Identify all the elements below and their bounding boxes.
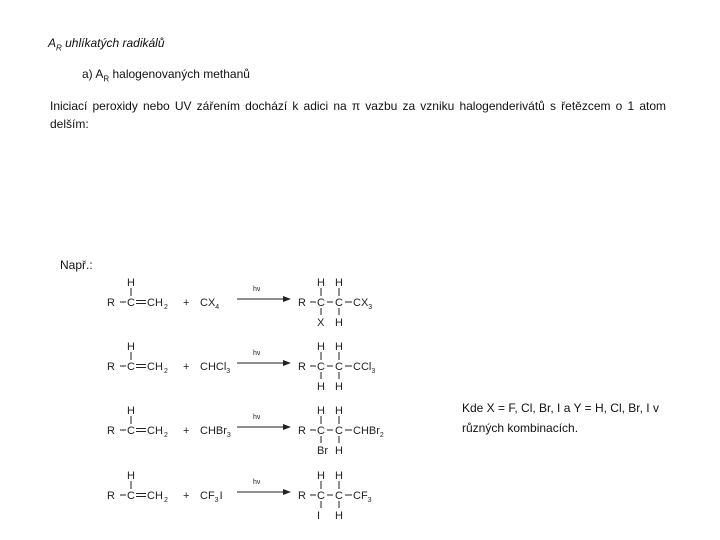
product-carbon2-label: C <box>335 297 343 309</box>
product-end-subscript: 3 <box>371 368 376 375</box>
arrow-hv-label: hν <box>253 350 261 357</box>
product-end-group: CHBr <box>353 425 380 437</box>
product-carbon1-label: C <box>317 490 325 502</box>
reactant-carbon-label: C <box>127 297 135 309</box>
product-c2-bottom-label: H <box>335 510 343 522</box>
product-c2-top-h: H <box>335 341 343 353</box>
product-carbon1-label: C <box>317 361 325 373</box>
reactant-subscript-label: 2 <box>164 497 168 504</box>
reagent-subscript: 3 <box>214 497 219 504</box>
reactant-subscript-label: 2 <box>164 304 168 311</box>
product-carbon2-label: C <box>335 361 343 373</box>
product-c1-top-h: H <box>317 405 325 417</box>
arrow-hv-label: hν <box>253 286 261 293</box>
reagent-formula: CX <box>200 297 216 309</box>
reactant-h-label: H <box>127 277 135 289</box>
subsection-heading: a) $A_R$ halogenovaných methanů <box>82 67 250 84</box>
reagent-formula: CHBr <box>200 425 227 437</box>
reactant-r-label: R <box>107 297 115 309</box>
product-c1-bottom-label: H <box>317 381 325 393</box>
intro-paragraph: Iniciací peroxidy nebo UV zářením dochází k adici na π vazbu za vzniku halogenderivátů s řetězcem o 1 atom delším: <box>50 99 666 131</box>
arrow-hv-label: hν <box>253 479 261 486</box>
reactant-carbon-label: C <box>127 425 135 437</box>
arrow-hv-label: hν <box>253 414 261 421</box>
product-c2-top-h: H <box>335 277 343 289</box>
product-c2-top-h: H <box>335 470 343 482</box>
reactant-r-label: R <box>107 425 115 437</box>
reactant-ch-label: CH <box>147 490 163 502</box>
product-c2-bottom-label: H <box>335 445 343 457</box>
reactant-h-label: H <box>127 470 135 482</box>
product-carbon1-label: C <box>317 297 325 309</box>
product-end-group: CF <box>353 490 368 502</box>
reagent-subscript: 3 <box>226 432 231 439</box>
reactant-carbon-label: C <box>127 490 135 502</box>
product-c1-bottom-label: X <box>317 317 325 329</box>
product-c1-top-h: H <box>317 470 325 482</box>
substituent-note: Kde X = F, Cl, Br, I a Y = H, Cl, Br, I v různých kombinacích. <box>462 401 659 435</box>
product-carbon2-label: C <box>335 490 343 502</box>
reactant-ch-label: CH <box>147 361 163 373</box>
product-c1-top-h: H <box>317 341 325 353</box>
product-end-subscript: 3 <box>367 497 372 504</box>
reactant-r-label: R <box>107 361 115 373</box>
product-c2-bottom-label: H <box>335 381 343 393</box>
reactant-h-label: H <box>127 405 135 417</box>
product-c1-top-h: H <box>317 277 325 289</box>
reaction-arrow-head <box>283 424 291 430</box>
reactant-ch-label: CH <box>147 297 163 309</box>
product-c1-bottom-label: Br <box>317 445 328 457</box>
product-r-label: R <box>298 490 306 502</box>
plus-sign: + <box>183 490 190 502</box>
reactant-subscript-label: 2 <box>164 368 168 375</box>
plus-sign: + <box>183 297 190 309</box>
reactant-h-label: H <box>127 341 135 353</box>
reaction-arrow-head <box>283 296 291 302</box>
reactant-r-label: R <box>107 490 115 502</box>
product-c2-bottom-label: H <box>335 317 343 329</box>
reagent-subscript: 4 <box>215 304 220 311</box>
reactant-subscript-label: 2 <box>164 432 168 439</box>
product-end-subscript: 3 <box>368 304 373 311</box>
product-r-label: R <box>298 425 306 437</box>
product-carbon2-label: C <box>335 425 343 437</box>
product-end-group: CCl <box>353 361 372 373</box>
product-end-subscript: 2 <box>379 432 384 439</box>
plus-sign: + <box>183 425 190 437</box>
example-label: Např.: <box>60 258 93 272</box>
product-carbon1-label: C <box>317 425 325 437</box>
plus-sign: + <box>183 361 190 373</box>
product-end-group: CX <box>353 297 369 309</box>
reactant-ch-label: CH <box>147 425 163 437</box>
product-c2-top-h: H <box>335 405 343 417</box>
reaction-arrow-head <box>283 489 291 495</box>
reagent-tail: I <box>219 490 223 502</box>
section-heading: $A_R$ uhlíkatých radikálů <box>48 36 165 53</box>
reagent-formula: CHCl <box>200 361 227 373</box>
product-r-label: R <box>298 361 306 373</box>
reagent-formula: CF <box>200 490 215 502</box>
reaction-arrow-head <box>283 360 291 366</box>
reactant-carbon-label: C <box>127 361 135 373</box>
reagent-subscript: 3 <box>226 368 231 375</box>
product-c1-bottom-label: I <box>317 510 321 522</box>
product-r-label: R <box>298 297 306 309</box>
